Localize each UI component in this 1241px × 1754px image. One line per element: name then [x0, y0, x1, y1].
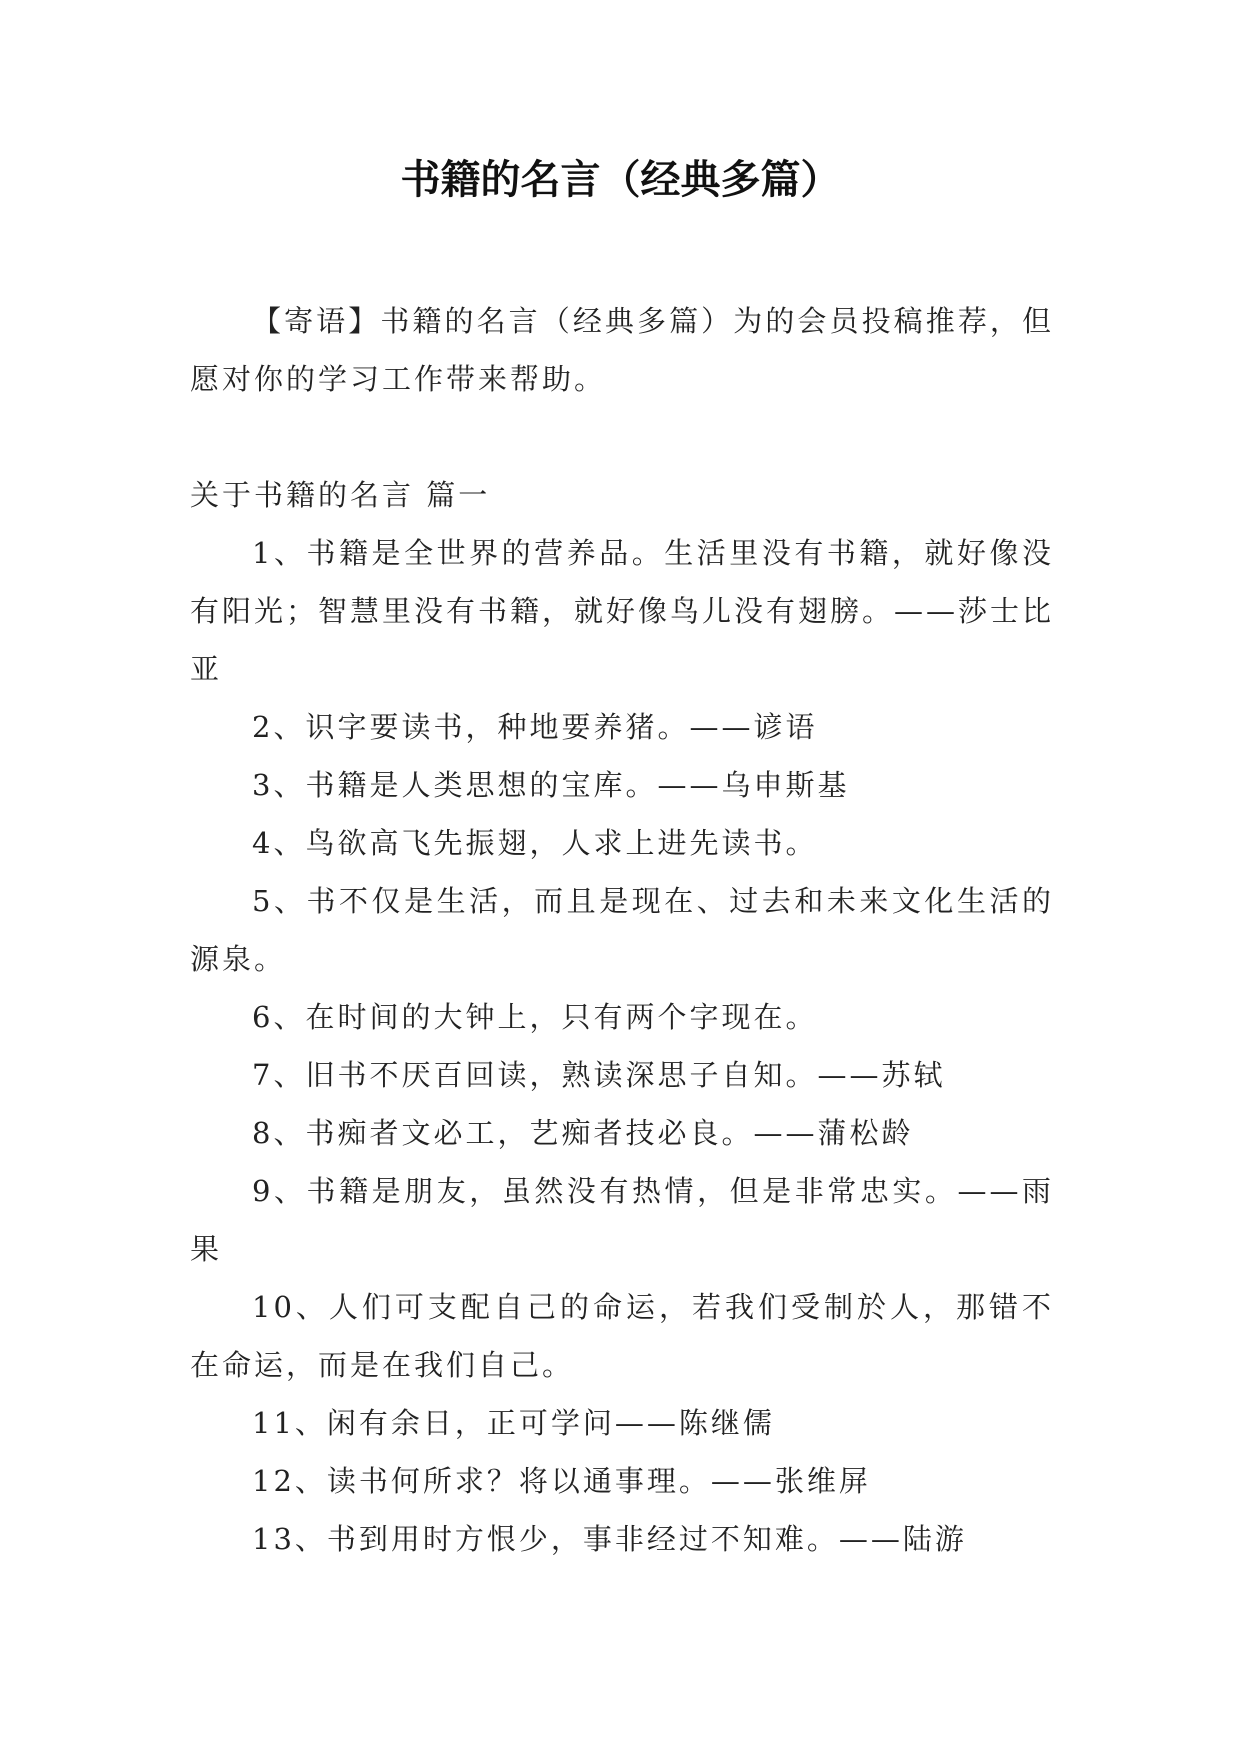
quote-item: 4、鸟欲高飞先振翅，人求上进先读书。	[252, 826, 818, 860]
section-heading: 关于书籍的名言 篇一	[190, 478, 491, 512]
quote-item: 11、闲有余日，正可学问——陈继儒	[252, 1406, 775, 1440]
document-title: 书籍的名言（经典多篇）	[400, 157, 841, 203]
quote-item: 6、在时间的大钟上，只有两个字现在。	[252, 1000, 818, 1034]
document-body	[190, 292, 1054, 1568]
quote-item: 10、人们可支配自己的命运，若我们受制於人，那错不在命运，而是在我们自己。	[190, 1290, 1054, 1382]
quote-item: 5、书不仅是生活，而且是现在、过去和未来文化生活的源泉。	[190, 884, 1054, 976]
quote-item: 3、书籍是人类思想的宝库。——乌申斯基	[252, 768, 850, 802]
quote-item: 8、书痴者文必工，艺痴者技必良。——蒲松龄	[252, 1116, 914, 1150]
intro-paragraph: 【寄语】书籍的名言（经典多篇）为的会员投稿推荐，但愿对你的学习工作带来帮助。	[190, 304, 1054, 396]
quote-item: 2、识字要读书，种地要养猪。——谚语	[252, 710, 818, 744]
quote-item: 12、读书何所求？将以通事理。——张维屏	[252, 1464, 871, 1498]
quote-item: 7、旧书不厌百回读，熟读深思子自知。——苏轼	[252, 1058, 946, 1092]
quote-item: 1、书籍是全世界的营养品。生活里没有书籍，就好像没有阳光；智慧里没有书籍，就好像鸟儿没有翅膀。——莎士比亚	[190, 536, 1055, 686]
quote-item: 9、书籍是朋友，虽然没有热情，但是非常忠实。——雨果	[190, 1174, 1054, 1266]
quote-item: 13、书到用时方恨少，事非经过不知难。——陆游	[252, 1522, 967, 1556]
